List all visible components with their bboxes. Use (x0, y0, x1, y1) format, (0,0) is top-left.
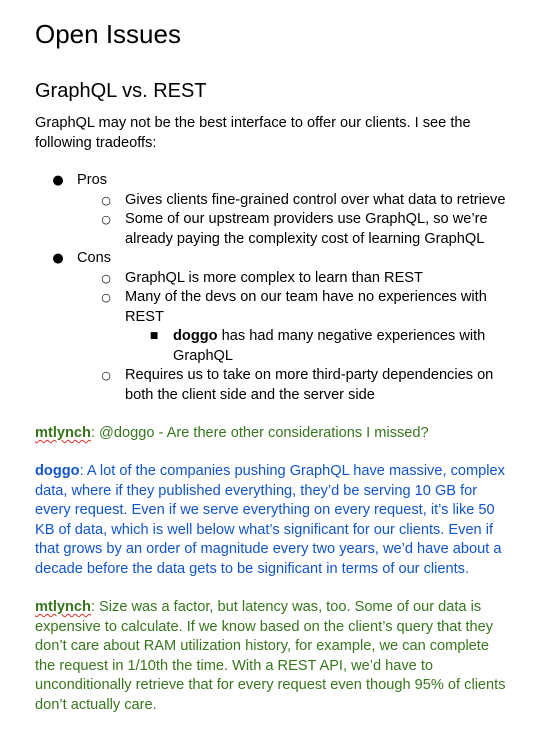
intro-paragraph: GraphQL may not be the best interface to offer our clients. I see the following tradeoffs: (35, 115, 471, 151)
comment-text: : A lot of the companies pushing GraphQL have massive, complex data, where if they published everything, they’d be serving 10 GB for every request. Even if we serve everything on every request, it’s like 50 KB of data, which is well below what’s significant for our clients. Even if that grows by an order of magnitude every two years, we’d have about a decade before the data gets to be significant in terms of our clients. (35, 463, 505, 577)
list-item-body: has had many negative experiences with GraphQL (173, 328, 486, 364)
list-item-pros (35, 171, 515, 191)
square-bullet-icon: ■ (149, 331, 159, 341)
section-heading: GraphQL vs. REST (35, 80, 207, 102)
hollow-circle-bullet-icon: ○ (101, 271, 111, 285)
document-title: Open Issues (35, 19, 181, 49)
tradeoffs-list (35, 171, 515, 405)
comment-text: : @doggo - Are there other considerations I missed? (90, 425, 429, 441)
author-name: doggo (173, 328, 218, 344)
comment-author: mtlynch (35, 599, 91, 615)
filled-circle-bullet-icon: ● (52, 173, 64, 188)
comment-author: mtlynch (35, 425, 91, 441)
list-item (35, 269, 515, 289)
hollow-circle-bullet-icon: ○ (101, 291, 111, 304)
list-item (35, 366, 515, 405)
list-item-text (173, 327, 515, 366)
comment-paragraph (35, 424, 512, 444)
list-item-text: GraphQL is more complex to learn than REST (125, 269, 423, 286)
list-item-text: Gives clients fine-grained control over what data to retrieve (125, 191, 506, 208)
comment-text: : Size was a factor, but latency was, too. Some of our data is expensive to calculate. If we know based on the client’s query that they don’t care about RAM utilization history, for example, we can complete the request in 1/10th the time. With a REST API, we’d have to unconditionally retrieve that for every request even though 95% of clients don’t actually care. (35, 599, 506, 713)
hollow-circle-bullet-icon: ○ (101, 369, 111, 382)
list-item-text: Some of our upstream providers use GraphQL, so we’re already paying the complexity cost of learning GraphQL (125, 211, 488, 247)
list-item-label: Cons (77, 250, 112, 266)
list-item-label: Pros (77, 172, 108, 188)
list-item (35, 327, 515, 366)
list-item (35, 288, 515, 327)
comment-paragraph (35, 598, 512, 715)
list-item-text: Many of the devs on our team have no experiences with REST (125, 289, 487, 325)
list-item (35, 210, 515, 249)
hollow-circle-bullet-icon: ○ (101, 193, 111, 207)
filled-circle-bullet-icon: ● (52, 251, 64, 266)
comment-author: doggo (35, 463, 80, 479)
comment-paragraph (35, 462, 512, 579)
list-item (35, 191, 515, 211)
list-item-text: Requires us to take on more third-party dependencies on both the client side and the server side (125, 367, 494, 403)
hollow-circle-bullet-icon: ○ (101, 213, 111, 226)
list-item-cons (35, 249, 515, 269)
